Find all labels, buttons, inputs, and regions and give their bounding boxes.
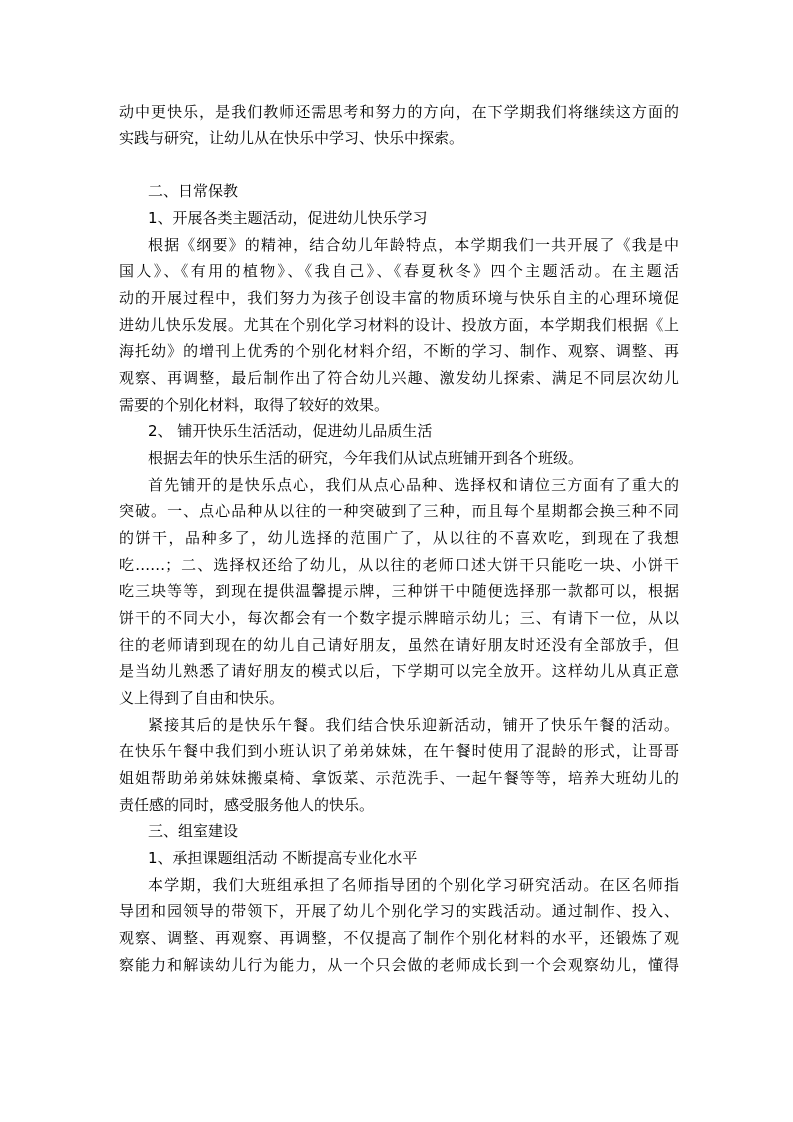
- paragraph-line: 导团和园领导的带领下，开展了幼儿个别化学习的实践活动。通过制作、投入、: [119, 902, 679, 920]
- section-heading: 二、日常保教: [148, 182, 239, 200]
- subsection-heading: 2、 铺开快乐生活活动，促进幼儿品质生活: [148, 422, 433, 440]
- paragraph-line: 进幼儿快乐发展。尤其在个别化学习材料的设计、投放方面，本学期我们根据《上: [119, 316, 679, 334]
- paragraph-line: 姐姐帮助弟弟妹妹搬桌椅、拿饭菜、示范洗手、一起午餐等等，培养大班幼儿的: [119, 769, 679, 787]
- paragraph-line: 首先铺开的是快乐点心，我们从点心品种、选择权和请位三方面有了重大的: [148, 476, 679, 494]
- paragraph-line: 突破。一、点心品种从以往的一种突破到了三种，而且每个星期都会换三种不同: [119, 502, 679, 520]
- paragraph-line: 根据去年的快乐生活的研究，今年我们从试点班铺开到各个班级。: [148, 449, 584, 467]
- paragraph-line: 在快乐午餐中我们到小班认识了弟弟妹妹，在午餐时使用了混龄的形式，让哥哥: [119, 742, 679, 760]
- subsection-heading: 1、承担课题组活动 不断提高专业化水平: [148, 849, 418, 867]
- paragraph-line: 国人》、《有用的植物》、《我自己》、《春夏秋冬》四个主题活动。在主题活: [119, 262, 679, 280]
- section-heading: 三、组室建设: [148, 822, 239, 840]
- paragraph-line: 吃……；二、选择权还给了幼儿，从以往的老师口述大饼干只能吃一块、小饼干: [119, 556, 679, 574]
- paragraph-line: 动的开展过程中，我们努力为孩子创设丰富的物质环境与快乐自主的心理环境促: [119, 289, 679, 307]
- paragraph-line: 吃三块等等，到现在提供温馨提示牌，三种饼干中随便选择那一款都可以，根据: [119, 582, 679, 600]
- paragraph-line: 本学期，我们大班组承担了名师指导团的个别化学习研究活动。在区名师指: [148, 876, 679, 894]
- paragraph-line: 紧接其后的是快乐午餐。我们结合快乐迎新活动，铺开了快乐午餐的活动。: [148, 716, 679, 734]
- paragraph-line: 观察、再调整，最后制作出了符合幼儿兴趣、激发幼儿探索、满足不同层次幼儿: [119, 369, 679, 387]
- paragraph-line: 实践与研究，让幼儿从在快乐中学习、快乐中探索。: [119, 129, 465, 147]
- subsection-heading: 1、开展各类主题活动，促进幼儿快乐学习: [148, 209, 428, 227]
- paragraph-line: 需要的个别化材料，取得了较好的效果。: [119, 396, 390, 414]
- paragraph-line: 往的老师请到现在的幼儿自己请好朋友，虽然在请好朋友时还没有全部放手，但: [119, 636, 679, 654]
- paragraph-line: 是当幼儿熟悉了请好朋友的模式以后，下学期可以完全放开。这样幼儿从真正意: [119, 662, 679, 680]
- paragraph-line: 观察、调整、再观察、再调整，不仅提高了制作个别化材料的水平，还锻炼了观: [119, 929, 679, 947]
- paragraph-line: 责任感的同时，感受服务他人的快乐。: [119, 796, 375, 814]
- paragraph-line: 饼干的不同大小，每次都会有一个数字提示牌暗示幼儿；三、有请下一位，从以: [119, 609, 679, 627]
- paragraph-line: 义上得到了自由和快乐。: [119, 689, 285, 707]
- paragraph-line: 察能力和解读幼儿行为能力，从一个只会做的老师成长到一个会观察幼儿，懂得: [119, 956, 679, 974]
- paragraph-line: 根据《纲要》的精神，结合幼儿年龄特点，本学期我们一共开展了《我是中: [148, 236, 679, 254]
- paragraph-line: 海托幼》的增刊上优秀的个别化材料介绍，不断的学习、制作、观察、调整、再: [119, 342, 679, 360]
- paragraph-line: 的饼干，品种多了，幼儿选择的范围广了，从以往的不喜欢吃，到现在了我想: [119, 529, 679, 547]
- paragraph-line: 动中更快乐，是我们教师还需思考和努力的方向，在下学期我们将继续这方面的: [119, 103, 679, 121]
